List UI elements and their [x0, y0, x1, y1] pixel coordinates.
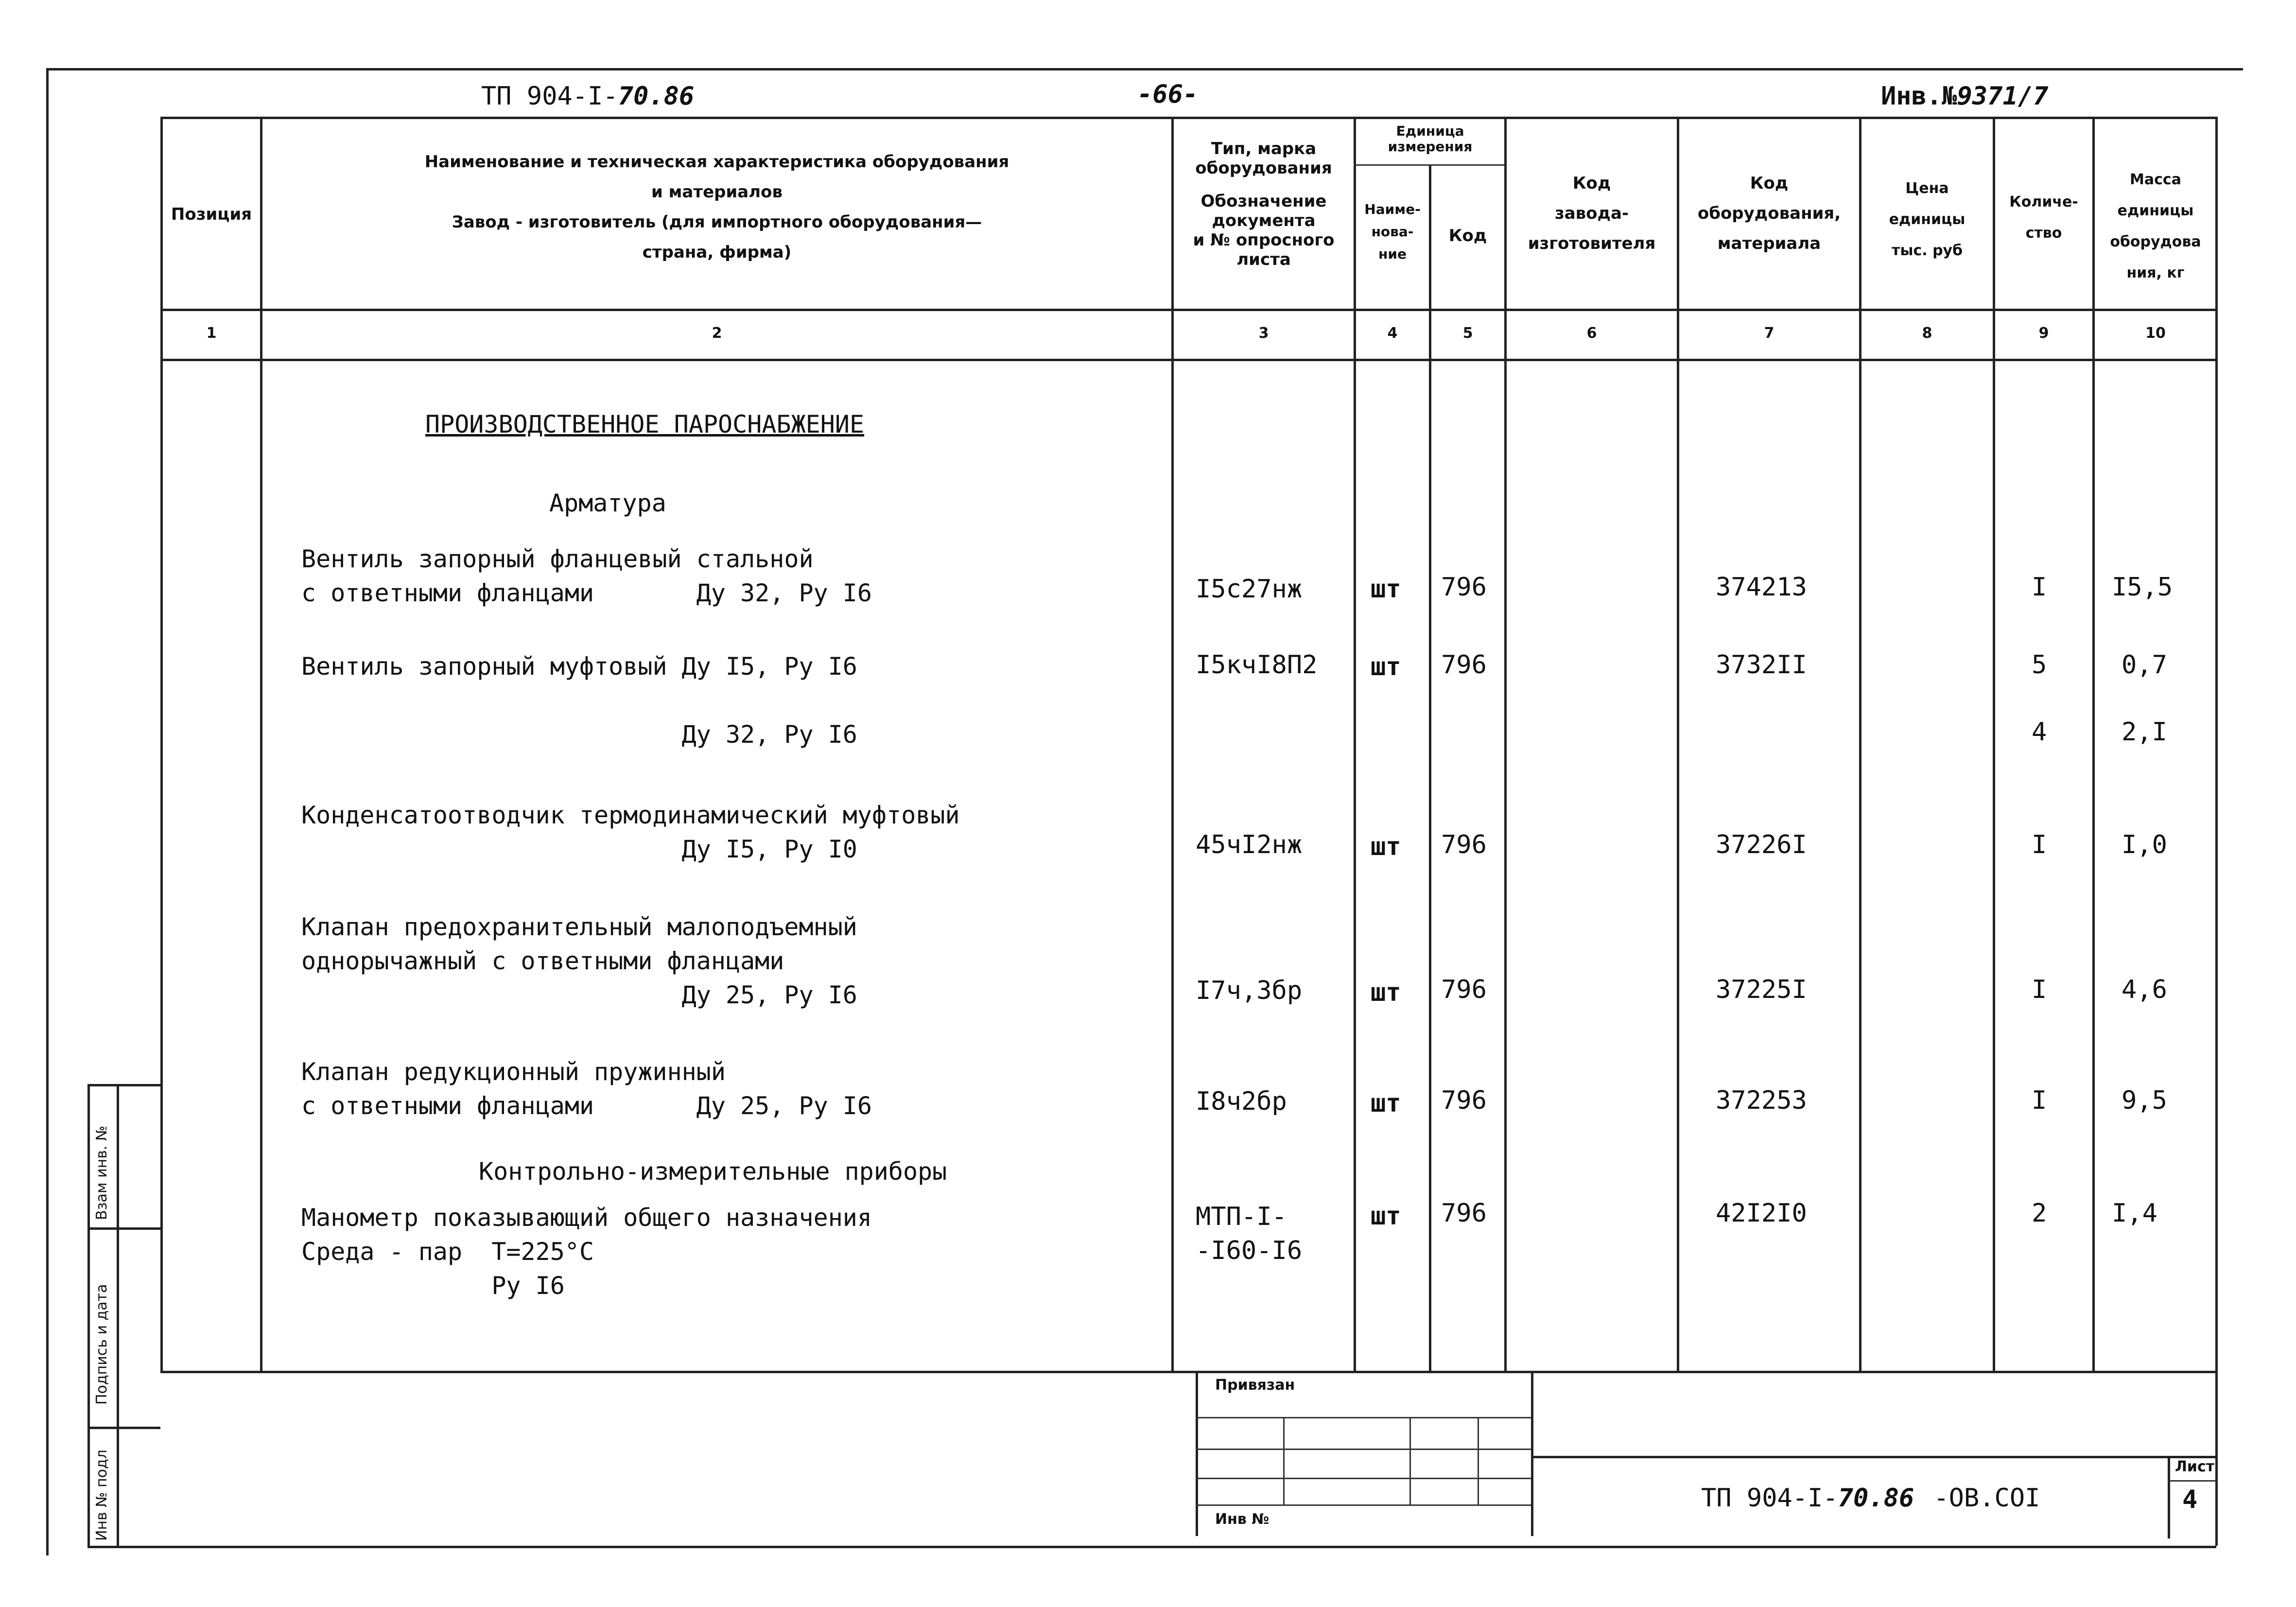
side-strip-line	[87, 1227, 160, 1230]
stamp-line	[1196, 1417, 1531, 1418]
item-code: 796	[1441, 650, 1487, 680]
col-sep-6	[1677, 117, 1679, 1371]
doc-designation-hand: 70.86	[618, 82, 695, 111]
stamp-divider	[1478, 1417, 1479, 1504]
header-unit-line: Единица	[1396, 123, 1464, 139]
item-type: 45чI2нж	[1196, 830, 1303, 859]
item-name-line: Ду 25, Ру I6	[301, 981, 857, 1009]
header-equip-code-line: оборудования,	[1697, 204, 1841, 223]
stamp-line	[1196, 1449, 1531, 1450]
item-type: I5c27нж	[1196, 575, 1303, 604]
item-name-line: Ду I5, Ру I0	[301, 835, 857, 863]
col-num-4: 4	[1387, 325, 1398, 342]
inventory-prefix: Инв.№	[1881, 82, 1957, 111]
header-equip-code-line: Код	[1750, 174, 1789, 193]
side-strip-line	[87, 1427, 160, 1429]
col-sep-1	[260, 117, 262, 1371]
sheet-box-line	[2168, 1480, 2216, 1482]
header-price-line: Цена	[1905, 180, 1949, 197]
item-name-line: однорычажный с ответными фланцами	[301, 947, 784, 975]
item-type: I7ч,3бр	[1196, 976, 1303, 1005]
header-price-line: единицы	[1889, 211, 1966, 228]
stamp-attached-label: Привязан	[1215, 1377, 1295, 1394]
item-name-line: Конденсатоотводчик термодинамический муфтовый	[301, 801, 960, 829]
header-mass-line: ния, кг	[2126, 264, 2185, 281]
item-qty: 4	[2032, 717, 2047, 747]
col-sep-4	[1429, 165, 1431, 1371]
header-price	[1861, 173, 1993, 266]
header-mass-line: единицы	[2117, 202, 2194, 219]
title-block-suffix: -ОВ.СОI	[1933, 1484, 2040, 1513]
header-name-line: страна, фирма)	[642, 243, 792, 262]
item-unit: шт	[1371, 575, 1401, 604]
stamp-left	[1196, 1371, 1198, 1536]
header-unit	[1356, 123, 1504, 155]
header-type-line: документа	[1212, 211, 1316, 230]
header-equip-code-line: материала	[1717, 234, 1821, 253]
title-block-line	[1531, 1456, 2216, 1458]
item-name	[301, 649, 857, 683]
frame-bottom	[87, 1546, 2216, 1548]
col-sep-7	[1859, 117, 1861, 1371]
header-position: Позиция	[171, 205, 252, 224]
stamp-line	[1196, 1478, 1531, 1479]
side-label-replaced-inv: Взам инв. №	[93, 1125, 110, 1220]
col-sep-9	[2092, 117, 2095, 1371]
item-qty: I	[2032, 1086, 2047, 1115]
title-block-designation	[1701, 1484, 2040, 1513]
item-equip-code: 37226I	[1716, 830, 1807, 859]
doc-designation	[481, 82, 694, 111]
header-type-line: Обозначение	[1200, 192, 1327, 211]
col-num-10: 10	[2145, 325, 2166, 342]
item-name-line: Ду 32, Ру I6	[301, 720, 857, 749]
title-block-hand: 70.86	[1838, 1484, 1914, 1513]
item-name-line: с ответными фланцами Ду 25, Ру I6	[301, 1092, 872, 1120]
header-type-line: Тип, марка	[1211, 139, 1317, 158]
item-code: 796	[1441, 830, 1487, 859]
item-code: 796	[1441, 1199, 1487, 1228]
page-mark: -66-	[1137, 80, 1199, 109]
col-num-5: 5	[1462, 325, 1473, 342]
unit-subheader-line	[1354, 164, 1504, 166]
header-name-line: Завод - изготовитель (для импортного оборудования—	[452, 212, 982, 232]
group-title-instruments: Контрольно-измерительные приборы	[479, 1157, 947, 1186]
side-label-original-inv: Инв № подл	[93, 1450, 110, 1541]
item-name	[301, 1201, 872, 1303]
item-qty: I	[2032, 830, 2047, 859]
doc-designation-prefix: ТП 904-I-	[481, 82, 618, 111]
section-title: ПРОИЗВОДСТВЕННОЕ ПАРОСНАБЖЕНИЕ	[425, 410, 865, 438]
item-name-line: Вентиль запорный муфтовый Ду I5, Ру I6	[301, 652, 857, 681]
sheet-box-left	[2168, 1456, 2170, 1538]
header-unit-name	[1356, 198, 1429, 265]
item-type: I5кчI8П2	[1196, 650, 1318, 680]
sheet-number: 4	[2182, 1485, 2198, 1514]
body-bottom	[160, 1371, 2216, 1373]
item-equip-code: 374213	[1716, 573, 1807, 602]
colnum-bottom	[160, 359, 2216, 361]
col-num-7: 7	[1764, 325, 1774, 342]
header-unit-name-line: нова-	[1371, 224, 1414, 240]
item-mass: 4,6	[2122, 975, 2167, 1004]
item-name-line: Ру I6	[301, 1272, 565, 1300]
item-qty: I	[2032, 573, 2047, 602]
item-type	[1196, 1200, 1302, 1268]
item-type-line: -I60-I6	[1196, 1236, 1303, 1265]
table-top	[160, 117, 2216, 119]
frame-top	[46, 68, 2243, 70]
header-maker-code	[1507, 168, 1677, 259]
frame-left	[46, 68, 49, 1555]
header-type	[1174, 139, 1354, 269]
header-qty-line: ство	[2025, 225, 2062, 242]
col-sep-5	[1504, 117, 1507, 1371]
item-unit: шт	[1371, 652, 1401, 681]
item-qty: I	[2032, 975, 2047, 1004]
item-equip-code: 42I2I0	[1716, 1199, 1807, 1228]
header-type-line: листа	[1236, 250, 1291, 269]
col-num-9: 9	[2038, 325, 2049, 342]
group-title-armature: Арматура	[549, 489, 666, 517]
inventory-number	[1881, 82, 2048, 111]
header-unit-name-line: ние	[1378, 246, 1407, 262]
item-mass: 2,I	[2122, 717, 2167, 747]
header-mass-line: Масса	[2130, 171, 2181, 188]
header-name-line: и материалов	[651, 182, 783, 202]
item-mass: 0,7	[2122, 650, 2167, 680]
item-unit: шт	[1371, 1202, 1401, 1231]
header-type-line: оборудования	[1195, 158, 1332, 178]
header-unit-name-line: Наиме-	[1364, 201, 1421, 217]
item-equip-code: 3732II	[1716, 650, 1807, 680]
item-name-line: Среда - пар Т=225°С	[301, 1238, 594, 1266]
item-mass: 9,5	[2122, 1086, 2167, 1115]
header-qty-line: Количе-	[2009, 193, 2078, 210]
item-name	[301, 910, 857, 1012]
item-name-line: Манометр показывающий общего назначения	[301, 1204, 872, 1232]
stamp-inv-label: Инв №	[1215, 1511, 1270, 1528]
header-bottom	[160, 309, 2216, 311]
stamp-divider	[1283, 1417, 1285, 1504]
header-mass	[2095, 164, 2216, 289]
header-mass-line: оборудова	[2110, 233, 2201, 250]
col-sep-8	[1993, 117, 1995, 1371]
item-qty: 2	[2032, 1199, 2047, 1228]
item-type: I8ч2бр	[1196, 1087, 1287, 1116]
item-name-line: Клапан предохранительный малоподъемный	[301, 913, 857, 941]
header-maker-code-line: завода-	[1554, 204, 1629, 223]
item-name	[301, 542, 872, 610]
item-mass: I5,5	[2112, 573, 2173, 602]
title-block-prefix: ТП 904-I-	[1701, 1484, 1838, 1513]
col-num-2: 2	[712, 325, 722, 342]
header-type-line: и № опросного	[1193, 230, 1335, 250]
item-unit: шт	[1371, 832, 1401, 861]
stamp-divider	[1409, 1417, 1411, 1504]
side-label-signature-date: Подпись и дата	[93, 1284, 110, 1405]
header-maker-code-line: изготовителя	[1528, 234, 1656, 253]
header-unit-line: измерения	[1388, 139, 1473, 155]
item-mass: I,4	[2112, 1199, 2157, 1228]
header-maker-code-line: Код	[1572, 174, 1611, 193]
item-code: 796	[1441, 975, 1487, 1004]
col-sep-3	[1354, 117, 1356, 1371]
item-code: 796	[1441, 1086, 1487, 1115]
header-qty	[1995, 187, 2092, 249]
item-name-line: Клапан редукционный пружинный	[301, 1058, 726, 1086]
col-num-8: 8	[1922, 325, 1932, 342]
item-code: 796	[1441, 573, 1487, 602]
header-name	[262, 151, 1171, 263]
header-name-line: Наименование и техническая характеристика оборудования	[424, 152, 1009, 172]
inventory-hand: 9371/7	[1957, 82, 2049, 111]
stamp-line	[1196, 1504, 1531, 1506]
table-left	[160, 117, 163, 1371]
stamp-right	[1531, 1371, 1533, 1536]
item-name	[301, 798, 960, 866]
col-num-1: 1	[206, 325, 217, 342]
item-name-line: Вентиль запорный фланцевый стальной	[301, 545, 814, 573]
item-unit: шт	[1371, 1089, 1401, 1118]
item-name-line: с ответными фланцами Ду 32, Ру I6	[301, 579, 872, 607]
side-strip-left	[87, 1084, 90, 1546]
col-num-3: 3	[1258, 325, 1269, 342]
item-mass: I,0	[2122, 830, 2167, 859]
col-num-6: 6	[1586, 325, 1597, 342]
item-equip-code: 372253	[1716, 1086, 1807, 1115]
header-price-line: тыс. руб	[1891, 242, 1963, 259]
item-qty: 5	[2032, 650, 2047, 680]
header-equip-code	[1679, 168, 1859, 259]
col-sep-2	[1171, 117, 1174, 1371]
side-strip-line	[87, 1084, 160, 1086]
item-unit: шт	[1371, 978, 1401, 1007]
sheet-label: Лист	[2175, 1458, 2215, 1475]
header-unit-code: Код	[1448, 226, 1487, 245]
item-name	[301, 717, 857, 751]
item-type-line: МТП-I-	[1196, 1202, 1287, 1231]
side-strip-mid	[117, 1084, 119, 1546]
item-name	[301, 1055, 872, 1123]
item-equip-code: 37225I	[1716, 975, 1807, 1004]
